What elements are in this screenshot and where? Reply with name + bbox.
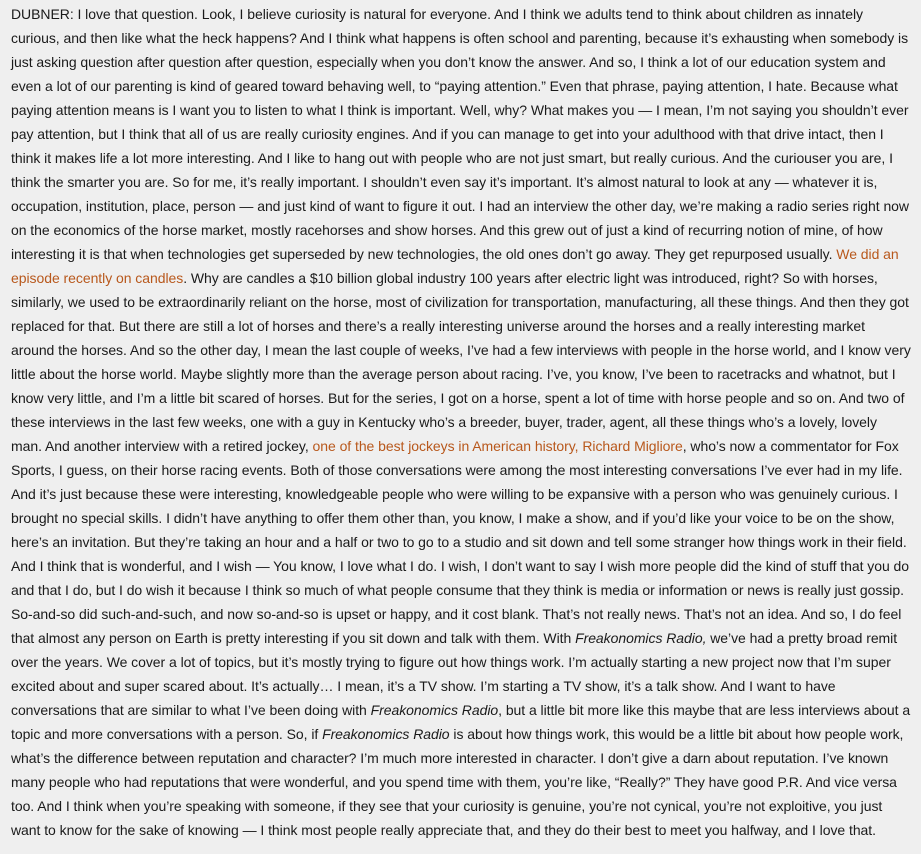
transcript-text-6: is about how things work, this would be a little bit about how people work, what’s the difference between reputation and character? I’m much more interested in character. I don’t give a darn about reputation. I’ve known many people who had reputations that were wonderful, and you spend time with them, you’re like, “Really?” They have good P.R. And vice versa too. And I think when you’re speaking with someone, if they see that your curiosity is genuine, you’re not cynical, you’re not exploitive, you just want to know for the sake of knowing — I think most people really appreciate that, and they do their best to meet you halfway, and I love that. (11, 726, 904, 838)
transcript-text-2: . Why are candles a $10 billion global industry 100 years after electric light was introduced, right? So with horses, similarly, we used to be extraordinarily reliant on the horse, most of civilization for transportation, manufacturing, all these things. And then they got replaced for that. But there are still a lot of horses and there’s a really interesting universe around the horses and a really interesting market around the horses. And so the other day, I mean the last couple of weeks, I’ve had a few interviews with people in the horse world, and I know very little about the horse world. Maybe slightly more than the average person about racing. I’ve, you know, I’ve been to racetracks and whatnot, but I know very little, and I’m a little bit scared of horses. But for the series, I got on a horse, spent a lot of time with horse people and so on. And two of these interviews in the last few weeks, one with a guy in Kentucky who’s a breeder, buyer, trader, agent, all these things who’s a lovely, lovely man. And another interview with a retired jockey, (11, 270, 911, 454)
candles-episode-link[interactable]: We did an episode recently on candles (11, 246, 899, 286)
transcript-text-3: , who’s now a commentator for Fox Sports, I guess, on their horse racing events. Both of those conversations were among the most interesting conversations I’ve ever had in my life. And it’s just because these were interesting, knowledgeable people who were willing to be expansive with a person who was genuinely curious. I brought no special skills. I didn’t have anything to offer them other than, you know, I make a show, and if you’d like your voice to be on the show, here’s an invitation. But they’re taking an hour and a half or two to go to a studio and sit down and tell some stranger how things work in their field. And I think that is wonderful, and I wish — You know, I love what I do. I wish, I don’t want to say I wish more people did the kind of stuff that you do and that I do, but I do wish it because I think so much of what people consume that they think is media or information or news is really just gossip. So-and-so did such-and-such, and now so-and-so is upset or happy, and it cost blank. That’s not really news. That’s not an idea. And so, I do feel that almost any person on Earth is pretty interesting if you sit down and talk with them. With (11, 438, 909, 646)
show-title-italic-3: Freakonomics Radio (322, 726, 450, 742)
transcript-paragraph (11, 2, 911, 842)
transcript-text-5: , but a little bit more like this maybe that are less interviews about a topic and more conversations with a person. So, if (11, 702, 911, 742)
richard-migliore-link[interactable]: one of the best jockeys in American history, Richard Migliore (312, 438, 683, 454)
show-title-italic-1: Freakonomics Radio, (575, 630, 707, 646)
show-title-italic-2: Freakonomics Radio (370, 702, 499, 718)
transcript-text-4: we’ve had a pretty broad remit over the years. We cover a lot of topics, but it’s mostly trying to figure out how things work. I’m actually starting a new project now that I’m super excited about and super scared about. It’s actually… I mean, it’s a TV show. I’m starting a TV show, it’s a talk show. And I want to have conversations that are similar to what I’ve been doing with (11, 630, 898, 718)
transcript-text-1: DUBNER: I love that question. Look, I believe curiosity is natural for everyone. And I think we adults tend to think about children as innately curious, and then like what the heck happens? And I think what happens is often school and parenting, because it’s exhausting when somebody is just asking question after question after question, especially when you don’t know the answer. And so, I think a lot of our education system and even a lot of our parenting is kind of geared toward behaving well, to “paying attention.” Even that phrase, paying attention, I hate. Because what paying attention means is I want you to listen to what I think is important. Well, why? What makes you — I mean, I’m not saying you shouldn’t ever pay attention, but I think that all of us are really curiosity engines. And if you can manage to get into your adulthood with that drive intact, then I think it makes life a lot more interesting. And I like to hang out with people who are not just smart, but really curious. And the curiouser you are, I think the smarter you are. So for me, it’s really important. I shouldn’t even say it’s important. It’s almost natural to look at any — whatever it is, occupation, institution, place, person — and just kind of want to figure it out. I had an interview the other day, we’re making a radio series right now on the economics of the horse market, mostly racehorses and show horses. And this grew out of just a kind of recurring notion of mine, of how interesting it is that when technologies get superseded by new technologies, the old ones don’t go away. They get repurposed usually. (11, 6, 909, 262)
